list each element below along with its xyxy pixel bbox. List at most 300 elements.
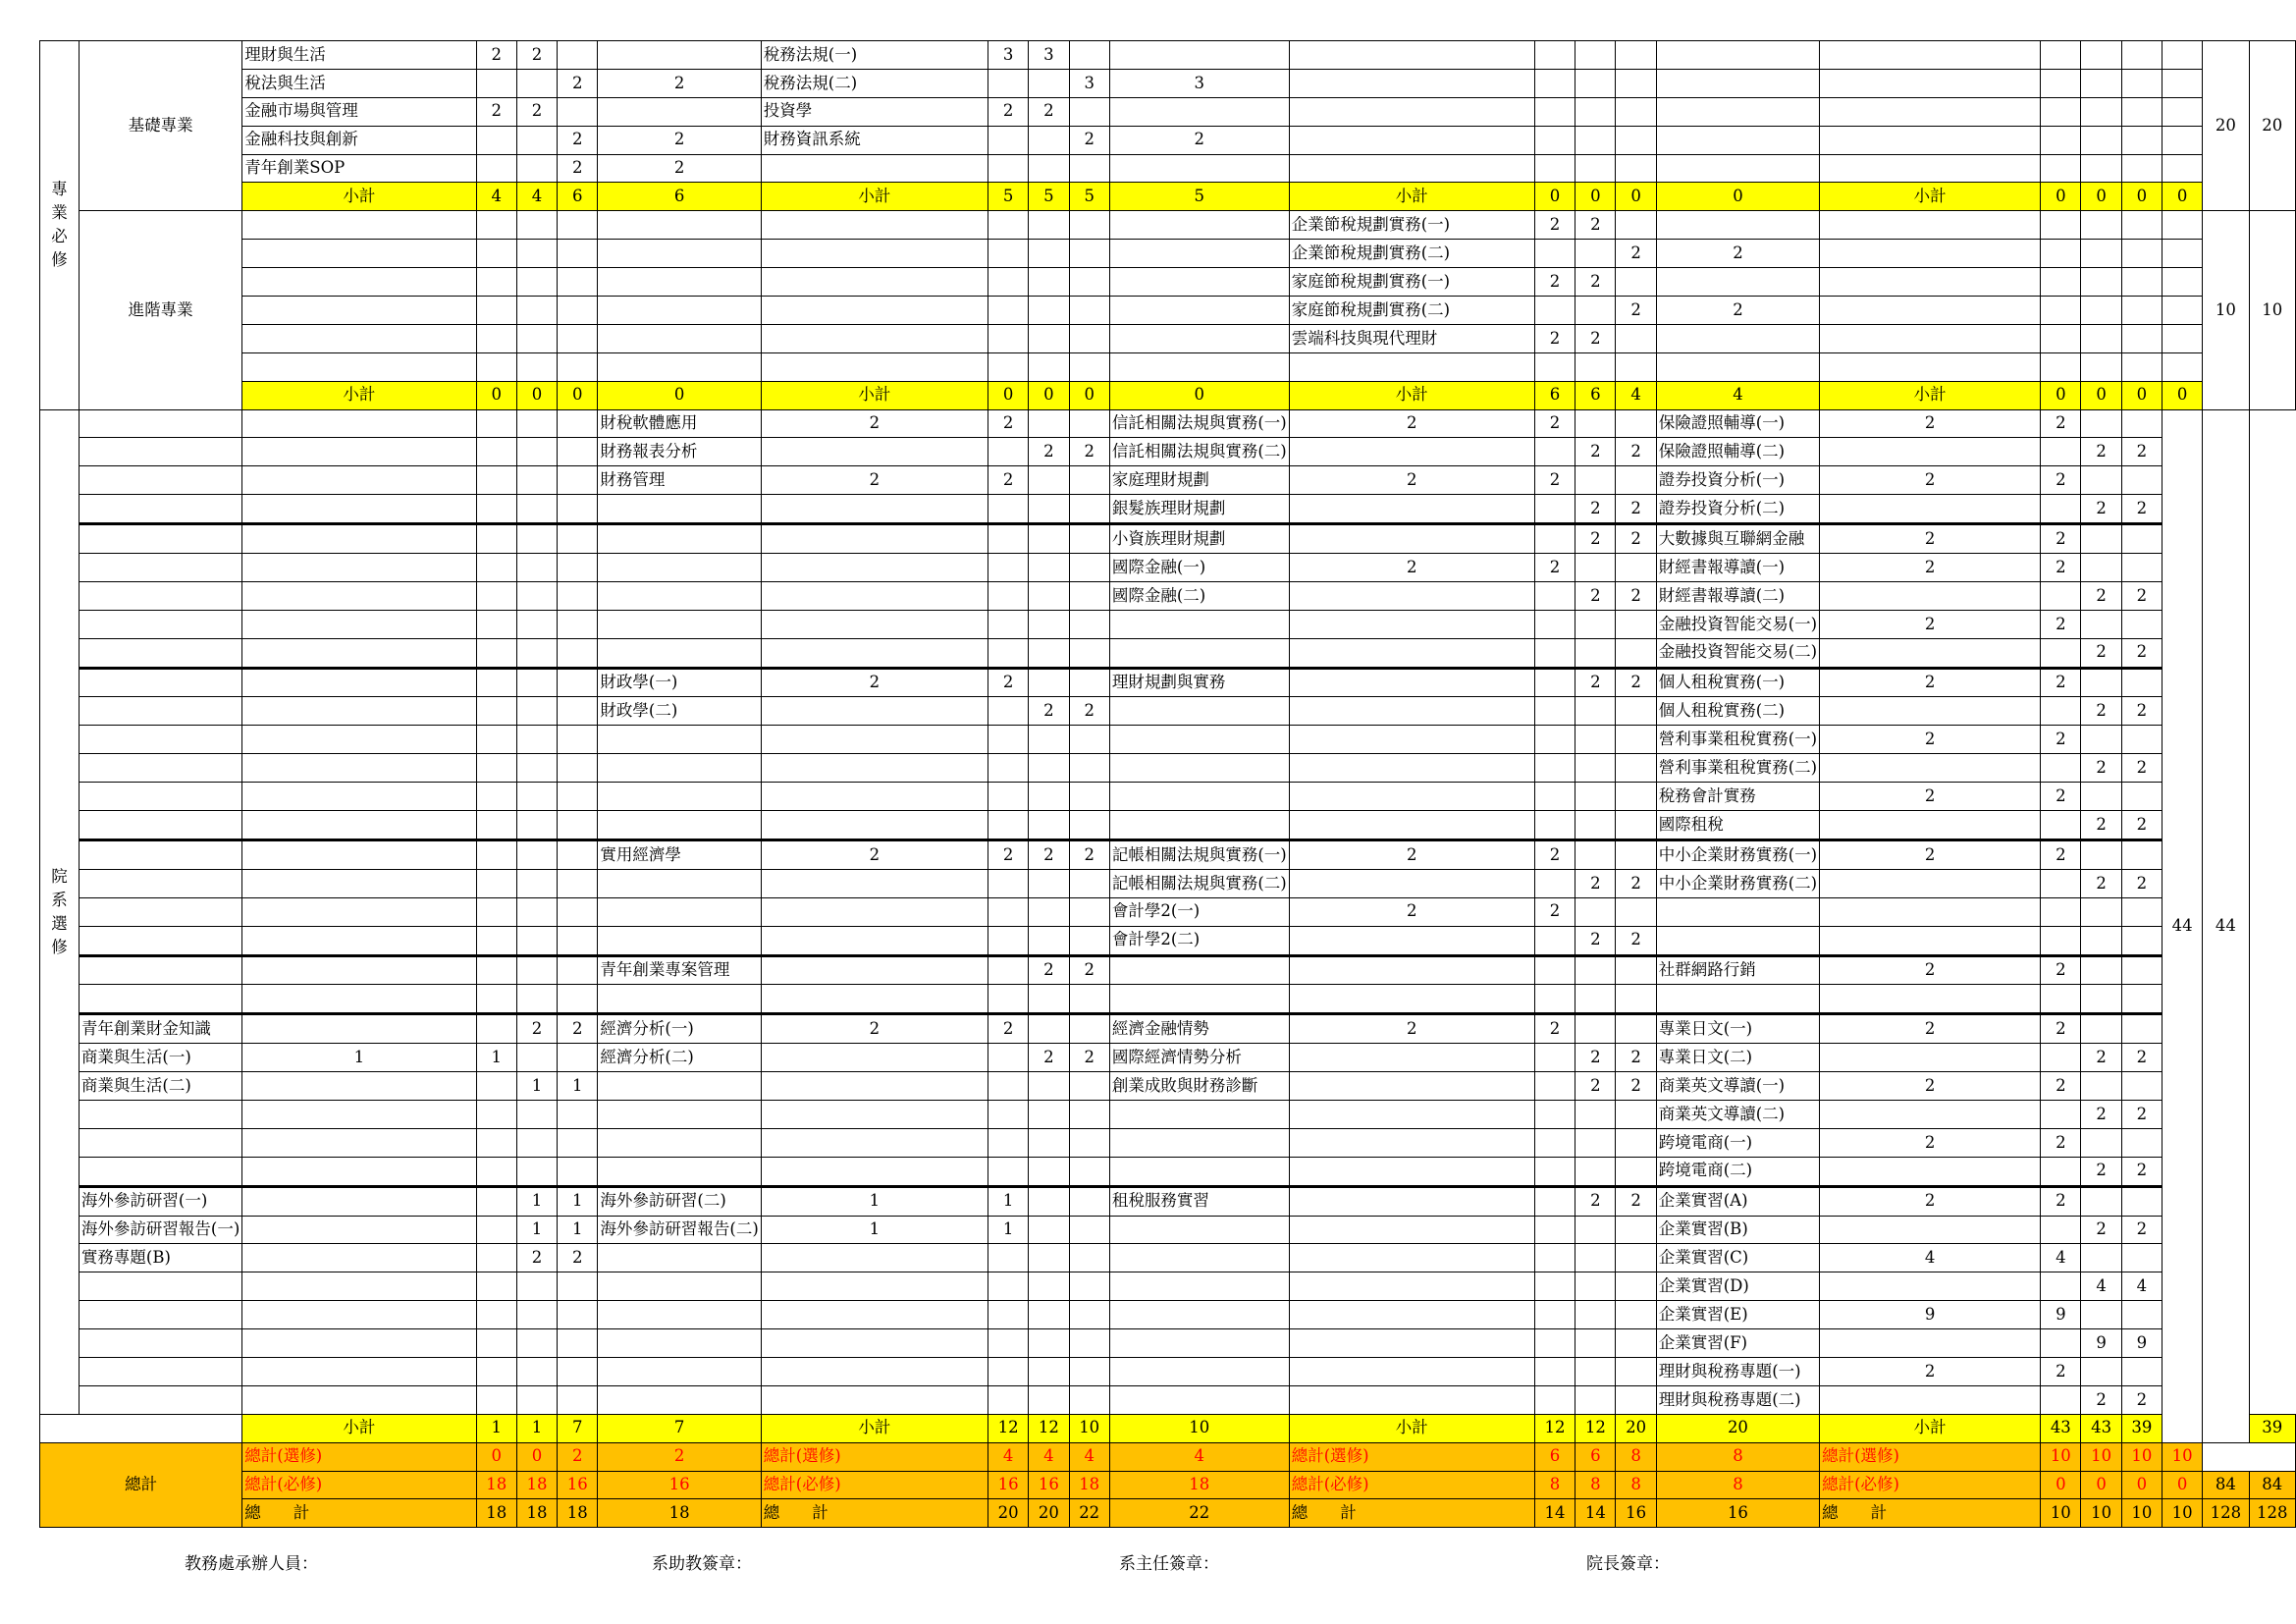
credit-cell — [2081, 783, 2121, 811]
credit-cell — [1575, 409, 1616, 438]
course-name: 青年創業財金知識 — [79, 1014, 241, 1044]
course-name: 青年創業專案管理 — [598, 955, 761, 985]
summary-label: 總 計 — [761, 1499, 988, 1528]
credit-cell — [516, 268, 557, 297]
credit-cell — [558, 1357, 598, 1385]
credit-cell — [1069, 554, 1109, 582]
course-name — [1820, 240, 2041, 268]
credit-cell — [2121, 524, 2162, 554]
course-name: 家庭理財規劃 — [1109, 466, 1289, 495]
credit-cell — [2081, 97, 2121, 126]
credit-cell — [988, 495, 1028, 524]
course-name — [598, 610, 761, 638]
summary-value: 5 — [1109, 183, 1289, 211]
course-name: 證券投資分析(二) — [1656, 495, 1819, 524]
credit-cell — [761, 985, 988, 1014]
credit-cell — [558, 926, 598, 955]
credit-cell: 2 — [2121, 754, 2162, 783]
credit-cell — [1069, 297, 1109, 325]
credit-cell — [1616, 69, 1656, 97]
credit-cell — [1069, 869, 1109, 897]
credit-cell: 2 — [2081, 1157, 2121, 1186]
credit-cell: 2 — [2081, 811, 2121, 840]
credit-cell — [2121, 726, 2162, 754]
credit-cell — [988, 754, 1028, 783]
course-name — [1656, 985, 1819, 1014]
credit-cell — [242, 811, 476, 840]
course-name: 國際金融(二) — [1109, 581, 1289, 610]
summary-value: 0 — [476, 381, 516, 409]
table-row — [40, 1357, 2296, 1385]
course-name — [79, 697, 241, 726]
course-name: 家庭節稅規劃實務(一) — [1289, 268, 1534, 297]
course-name: 海外參訪研習(二) — [598, 1186, 761, 1216]
credit-cell — [1289, 1186, 1534, 1216]
table-row — [40, 41, 2296, 70]
credit-cell: 1 — [516, 1072, 557, 1101]
credit-cell — [1575, 154, 1616, 183]
credit-cell — [242, 638, 476, 668]
course-name: 金融科技與創新 — [242, 126, 476, 154]
table-row — [40, 1100, 2296, 1128]
credit-cell — [516, 352, 557, 381]
credit-cell — [558, 726, 598, 754]
credit-cell — [1289, 726, 1534, 754]
course-name — [1109, 1244, 1289, 1272]
credit-cell — [2041, 154, 2081, 183]
table-row — [40, 1044, 2296, 1072]
credit-cell: 2 — [558, 1244, 598, 1272]
credit-cell: 2 — [516, 41, 557, 70]
table-row — [40, 438, 2296, 466]
credit-cell — [516, 581, 557, 610]
course-name — [242, 352, 476, 381]
credit-cell — [988, 268, 1028, 297]
summary-label: 總 計 — [1289, 1499, 1534, 1528]
credit-cell — [2041, 211, 2081, 240]
credit-cell — [1616, 754, 1656, 783]
credit-cell — [1029, 211, 1069, 240]
course-name — [598, 1357, 761, 1385]
credit-cell — [1820, 495, 2041, 524]
credit-cell — [516, 839, 557, 869]
course-name: 跨境電商(一) — [1656, 1128, 1819, 1157]
credit-cell — [2163, 268, 2203, 297]
credit-cell — [1616, 41, 1656, 70]
credit-cell — [2041, 69, 2081, 97]
credit-cell: 2 — [988, 466, 1028, 495]
credit-cell — [242, 897, 476, 926]
course-name: 投資學 — [761, 97, 988, 126]
credit-cell — [1656, 268, 1819, 297]
credit-cell — [1534, 1157, 1575, 1186]
course-name: 稅法與生活 — [242, 69, 476, 97]
course-name — [79, 495, 241, 524]
credit-cell: 2 — [2041, 1128, 2081, 1157]
credit-cell — [2121, 409, 2162, 438]
credit-cell: 2 — [2081, 638, 2121, 668]
credit-cell — [558, 211, 598, 240]
credit-cell — [476, 240, 516, 268]
credit-cell — [1616, 352, 1656, 381]
credit-cell — [2041, 581, 2081, 610]
credit-cell — [558, 697, 598, 726]
credit-cell: 2 — [2081, 1044, 2121, 1072]
credit-cell — [988, 955, 1028, 985]
credit-cell — [1534, 352, 1575, 381]
credit-cell — [476, 897, 516, 926]
credit-cell — [242, 438, 476, 466]
credit-cell: 2 — [1616, 524, 1656, 554]
credit-cell: 2 — [558, 1014, 598, 1044]
table-row — [40, 1186, 2296, 1216]
credit-cell — [476, 524, 516, 554]
credit-cell — [1069, 1186, 1109, 1216]
credit-cell — [1109, 240, 1289, 268]
credit-cell — [476, 1186, 516, 1216]
credit-cell: 2 — [1069, 839, 1109, 869]
summary-value: 0 — [1656, 183, 1819, 211]
credit-cell — [2081, 524, 2121, 554]
credit-cell — [761, 1357, 988, 1385]
credit-cell — [2041, 1216, 2081, 1244]
credit-cell — [476, 1072, 516, 1101]
credit-cell — [1069, 97, 1109, 126]
credit-cell: 2 — [2121, 811, 2162, 840]
credit-cell — [1616, 811, 1656, 840]
summary-value: 18 — [476, 1499, 516, 1528]
credit-cell — [2081, 297, 2121, 325]
table-row — [40, 554, 2296, 582]
credit-cell — [1575, 897, 1616, 926]
credit-cell — [1029, 926, 1069, 955]
credit-cell — [1534, 97, 1575, 126]
credit-cell: 2 — [1575, 581, 1616, 610]
summary-value: 16 — [988, 1471, 1028, 1499]
credit-cell — [1656, 352, 1819, 381]
credit-cell — [1534, 495, 1575, 524]
summary-value: 0 — [2121, 381, 2162, 409]
summary-value: 6 — [598, 183, 761, 211]
credit-cell: 2 — [761, 668, 988, 697]
credit-cell: 2 — [2121, 1044, 2162, 1072]
credit-cell — [2041, 1329, 2081, 1358]
credit-cell — [1534, 638, 1575, 668]
summary-value: 10 — [2121, 1499, 2162, 1528]
credit-cell: 4 — [2041, 1244, 2081, 1272]
grand-total-value: 128 — [2249, 1499, 2295, 1528]
credit-cell — [1820, 1329, 2041, 1358]
course-name: 財經書報導讀(一) — [1656, 554, 1819, 582]
credit-cell — [1656, 154, 1819, 183]
credit-cell — [1069, 610, 1109, 638]
course-name — [598, 1301, 761, 1329]
credit-cell — [2041, 1044, 2081, 1072]
summary-value: 14 — [1575, 1499, 1616, 1528]
summary-value: 0 — [2163, 1471, 2203, 1499]
course-name: 營利事業租稅實務(一) — [1656, 726, 1819, 754]
credit-cell — [761, 554, 988, 582]
credit-cell — [1069, 897, 1109, 926]
credit-cell — [1029, 240, 1069, 268]
credit-cell — [476, 1329, 516, 1358]
course-name — [79, 1128, 241, 1157]
course-name: 雲端科技與現代理財 — [1289, 324, 1534, 352]
credit-cell: 1 — [558, 1186, 598, 1216]
credit-cell — [761, 1072, 988, 1101]
course-name — [1109, 1157, 1289, 1186]
course-name: 商業與生活(一) — [79, 1044, 241, 1072]
table-row — [40, 154, 2296, 183]
credit-cell — [1534, 1329, 1575, 1358]
credit-cell — [1029, 869, 1069, 897]
credit-cell — [761, 869, 988, 897]
summary-value: 7 — [558, 1414, 598, 1442]
credit-cell — [1820, 1100, 2041, 1128]
group-advanced: 進階專業 — [79, 211, 241, 409]
credit-cell — [558, 1301, 598, 1329]
credit-cell — [761, 811, 988, 840]
credit-cell — [1616, 97, 1656, 126]
credit-cell: 2 — [2041, 668, 2081, 697]
course-name — [598, 926, 761, 955]
credit-cell — [988, 985, 1028, 1014]
credit-cell: 2 — [1820, 783, 2041, 811]
course-name: 保險證照輔導(一) — [1656, 409, 1819, 438]
credit-cell — [1069, 211, 1109, 240]
credit-cell: 2 — [1616, 869, 1656, 897]
course-name — [1656, 926, 1819, 955]
credit-cell: 2 — [2081, 1385, 2121, 1414]
credit-cell: 2 — [1534, 409, 1575, 438]
credit-cell — [2041, 297, 2081, 325]
credit-cell — [1069, 1385, 1109, 1414]
credit-cell — [2081, 1357, 2121, 1385]
course-name — [1820, 352, 2041, 381]
credit-cell — [516, 554, 557, 582]
table-row — [40, 1072, 2296, 1101]
table-row — [40, 495, 2296, 524]
credit-cell — [2041, 897, 2081, 926]
credit-cell — [1069, 985, 1109, 1014]
credit-cell — [1534, 69, 1575, 97]
credit-cell — [558, 466, 598, 495]
credit-cell — [476, 697, 516, 726]
credit-cell — [1029, 69, 1069, 97]
credit-cell — [988, 524, 1028, 554]
summary-value: 4 — [1616, 381, 1656, 409]
credit-cell — [1575, 1157, 1616, 1186]
summary-value: 22 — [1109, 1499, 1289, 1528]
course-name: 海外參訪研習(一) — [79, 1186, 241, 1216]
credit-cell — [516, 69, 557, 97]
credit-cell — [2121, 783, 2162, 811]
credit-cell — [1069, 1301, 1109, 1329]
table-row — [40, 1301, 2296, 1329]
credit-cell — [558, 297, 598, 325]
credit-cell — [2121, 926, 2162, 955]
credit-cell: 2 — [1289, 1014, 1534, 1044]
summary-value: 18 — [1109, 1471, 1289, 1499]
credit-cell — [761, 926, 988, 955]
course-name — [1820, 154, 2041, 183]
credit-cell — [1575, 240, 1616, 268]
summary-label: 總計(選修) — [1820, 1442, 2041, 1471]
credit-cell — [1289, 1385, 1534, 1414]
credit-cell — [1109, 154, 1289, 183]
credit-cell — [558, 554, 598, 582]
credit-cell: 2 — [2041, 466, 2081, 495]
course-name — [598, 1329, 761, 1358]
credit-cell — [2163, 126, 2203, 154]
course-name: 理財規劃與實務 — [1109, 668, 1289, 697]
credit-cell: 2 — [2121, 1216, 2162, 1244]
course-name — [242, 268, 476, 297]
credit-cell — [476, 754, 516, 783]
table-row — [40, 897, 2296, 926]
credit-cell — [1109, 268, 1289, 297]
summary-value: 12 — [1029, 1414, 1069, 1442]
credit-cell — [988, 1072, 1028, 1101]
credit-cell — [1534, 697, 1575, 726]
group-elective — [40, 409, 80, 1414]
credit-cell — [1616, 985, 1656, 1014]
credit-cell — [516, 610, 557, 638]
credit-cell: 2 — [1616, 1186, 1656, 1216]
summary-label: 小計 — [242, 183, 476, 211]
summary-label: 總 計 — [242, 1499, 476, 1528]
course-name: 商業英文導讀(二) — [1656, 1100, 1819, 1128]
credit-cell: 9 — [2081, 1329, 2121, 1358]
credit-cell — [242, 926, 476, 955]
credit-cell — [1289, 1357, 1534, 1385]
credit-cell — [1575, 1100, 1616, 1128]
course-name: 創業成敗與財務診斷 — [1109, 1072, 1289, 1101]
course-name: 企業實習(C) — [1656, 1244, 1819, 1272]
credit-cell — [476, 869, 516, 897]
credit-cell: 2 — [2081, 869, 2121, 897]
course-name — [1820, 69, 2041, 97]
credit-cell: 2 — [1069, 438, 1109, 466]
credit-cell — [1534, 240, 1575, 268]
course-name: 財稅軟體應用 — [598, 409, 761, 438]
credit-cell: 1 — [761, 1216, 988, 1244]
credit-cell — [1289, 524, 1534, 554]
summary-value: 1 — [476, 1414, 516, 1442]
credit-cell — [476, 955, 516, 985]
table-row — [40, 926, 2296, 955]
course-name — [1109, 1128, 1289, 1157]
summary-value: 8 — [1656, 1471, 1819, 1499]
course-name — [1820, 126, 2041, 154]
credit-cell — [1820, 1044, 2041, 1072]
summary-label: 小計 — [1289, 1414, 1534, 1442]
credit-cell: 2 — [1289, 554, 1534, 582]
summary-value: 12 — [988, 1414, 1028, 1442]
credit-cell — [516, 869, 557, 897]
credit-cell — [1289, 1216, 1534, 1244]
table-row — [40, 581, 2296, 610]
credit-cell — [1109, 324, 1289, 352]
credit-cell — [1820, 638, 2041, 668]
credit-cell — [1069, 1072, 1109, 1101]
summary-label: 小計 — [1820, 1414, 2041, 1442]
credit-cell — [2081, 154, 2121, 183]
summary-value: 1 — [516, 1414, 557, 1442]
course-name — [242, 211, 476, 240]
credit-cell — [1029, 1186, 1069, 1216]
credit-cell — [988, 1244, 1028, 1272]
credit-cell — [516, 955, 557, 985]
credit-cell — [761, 638, 988, 668]
credit-cell — [242, 1216, 476, 1244]
credit-cell — [598, 297, 761, 325]
signature-line — [0, 1549, 2296, 1579]
credit-cell — [516, 985, 557, 1014]
summary-value: 0 — [476, 1442, 516, 1471]
credit-cell: 2 — [2041, 610, 2081, 638]
credit-cell: 2 — [1575, 268, 1616, 297]
credit-cell — [1616, 1385, 1656, 1414]
credit-cell — [558, 97, 598, 126]
course-name: 海外參訪研習報告(二) — [598, 1216, 761, 1244]
credit-cell — [1029, 1272, 1069, 1301]
course-name — [1820, 97, 2041, 126]
summary-label: 小計 — [1820, 183, 2041, 211]
credit-cell — [988, 638, 1028, 668]
course-name — [598, 1128, 761, 1157]
course-name — [79, 1272, 241, 1301]
credit-cell — [1616, 726, 1656, 754]
credit-cell — [1029, 811, 1069, 840]
summary-value: 20 — [1029, 1499, 1069, 1528]
credit-cell — [476, 409, 516, 438]
table-row — [40, 610, 2296, 638]
credit-cell: 2 — [2081, 438, 2121, 466]
credit-cell — [1029, 783, 1069, 811]
credit-cell — [1820, 438, 2041, 466]
credit-cell — [516, 926, 557, 955]
credit-cell: 2 — [1069, 126, 1109, 154]
summary-value: 14 — [1534, 1499, 1575, 1528]
credit-cell — [2081, 1128, 2121, 1157]
course-name: 財務資訊系統 — [761, 126, 988, 154]
credit-cell — [516, 1301, 557, 1329]
credit-cell: 2 — [1820, 668, 2041, 697]
course-name: 企業實習(B) — [1656, 1216, 1819, 1244]
course-name — [1109, 754, 1289, 783]
course-name: 實務專題(B) — [79, 1244, 241, 1272]
summary-value: 10 — [1109, 1414, 1289, 1442]
group-elective-label: 院系選修 — [51, 866, 68, 956]
summary-value: 10 — [1069, 1414, 1109, 1442]
course-name — [1109, 985, 1289, 1014]
credit-cell — [2121, 1128, 2162, 1157]
credit-cell — [1575, 297, 1616, 325]
credit-cell — [1575, 754, 1616, 783]
credit-cell: 2 — [1616, 1072, 1656, 1101]
credit-cell: 2 — [1534, 1014, 1575, 1044]
group-total: 總計 — [40, 1442, 242, 1528]
summary-value: 4 — [988, 1442, 1028, 1471]
credit-cell — [1069, 268, 1109, 297]
credit-cell — [1029, 126, 1069, 154]
credit-cell — [1029, 638, 1069, 668]
credit-cell — [476, 466, 516, 495]
credit-cell — [558, 985, 598, 1014]
credit-cell — [2041, 41, 2081, 70]
table-row — [40, 268, 2296, 297]
